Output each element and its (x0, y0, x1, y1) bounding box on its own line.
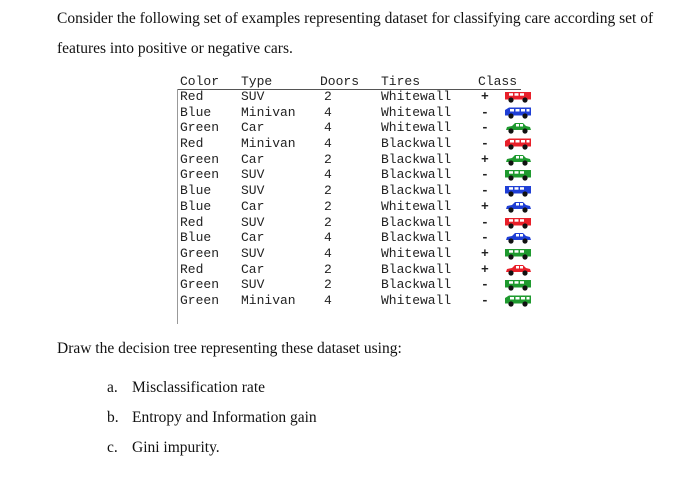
cell-tires: Whitewall (381, 198, 452, 214)
option-c (107, 436, 317, 466)
cell-color: Blue (180, 198, 212, 214)
options-list (107, 376, 317, 466)
blue-car-icon (503, 231, 533, 244)
cell-class: - (481, 183, 489, 199)
cell-color: Blue (180, 183, 212, 199)
blue-car-icon (503, 200, 533, 213)
red-minivan-icon (503, 137, 533, 150)
red-suv-icon (503, 90, 533, 103)
table-row (177, 246, 549, 262)
option-text: Entropy and Information gain (132, 409, 317, 426)
question-text: Draw the decision tree representing these dataset using: (57, 340, 402, 357)
option-a (107, 376, 317, 406)
cars-table (177, 74, 549, 309)
table-row (177, 105, 549, 121)
cell-type: SUV (241, 214, 265, 230)
cell-color: Blue (180, 104, 212, 120)
cell-doors: 4 (324, 136, 332, 152)
header-color: Color (180, 74, 220, 89)
cell-type: Car (241, 261, 265, 277)
cell-doors: 2 (324, 277, 332, 293)
cell-color: Red (180, 136, 204, 152)
cell-class: - (481, 277, 489, 293)
table-row (177, 136, 549, 152)
cell-tires: Whitewall (381, 245, 452, 261)
cell-type: Car (241, 120, 265, 136)
cell-doors: 4 (324, 245, 332, 261)
table-row (177, 293, 549, 309)
table-row (177, 277, 549, 293)
cell-type: SUV (241, 89, 265, 104)
table-row (177, 89, 549, 105)
green-suv-icon (503, 247, 533, 260)
cell-color: Green (180, 151, 220, 167)
cell-color: Green (180, 120, 220, 136)
green-minivan-icon (503, 294, 533, 307)
cell-doors: 2 (324, 214, 332, 230)
blue-minivan-icon (503, 106, 533, 119)
header-type: Type (241, 74, 273, 89)
cell-tires: Whitewall (381, 104, 452, 120)
cell-tires: Blackwall (381, 277, 452, 293)
cell-color: Green (180, 245, 220, 261)
green-suv-icon (503, 168, 533, 181)
option-letter: b. (107, 409, 119, 426)
cell-type: Minivan (241, 104, 296, 120)
cell-type: Car (241, 151, 265, 167)
table-row (177, 230, 549, 246)
cell-type: Car (241, 198, 265, 214)
cell-class: + (481, 198, 489, 214)
table-row (177, 120, 549, 136)
option-b (107, 406, 317, 436)
option-text: Misclassification rate (132, 379, 265, 396)
cell-doors: 4 (324, 120, 332, 136)
cell-doors: 4 (324, 230, 332, 246)
option-letter: c. (107, 439, 118, 456)
cell-type: Minivan (241, 136, 296, 152)
option-text: Gini impurity. (132, 439, 220, 456)
cell-tires: Whitewall (381, 120, 452, 136)
cell-tires: Blackwall (381, 261, 452, 277)
cell-type: Car (241, 230, 265, 246)
cell-class: + (481, 245, 489, 261)
cell-tires: Whitewall (381, 89, 452, 104)
cell-tires: Blackwall (381, 151, 452, 167)
cell-color: Green (180, 277, 220, 293)
cell-doors: 4 (324, 167, 332, 183)
cell-color: Red (180, 89, 204, 104)
table-row (177, 167, 549, 183)
option-letter: a. (107, 379, 118, 396)
cell-class: - (481, 167, 489, 183)
table-body (177, 89, 549, 309)
table-row (177, 199, 549, 215)
cell-doors: 2 (324, 261, 332, 277)
table-row (177, 152, 549, 168)
cell-class: - (481, 136, 489, 152)
cell-class: + (481, 261, 489, 277)
intro-paragraph: Consider the following set of examples representing dataset for classifying care according set of features into positive or negative cars. (57, 10, 654, 57)
red-suv-icon (503, 216, 533, 229)
cell-tires: Blackwall (381, 167, 452, 183)
table-row (177, 215, 549, 231)
cell-tires: Blackwall (381, 214, 452, 230)
blue-suv-icon (503, 184, 533, 197)
table-header-row (177, 74, 549, 89)
cell-type: SUV (241, 245, 265, 261)
cell-tires: Blackwall (381, 183, 452, 199)
cell-doors: 2 (324, 151, 332, 167)
green-car-icon (503, 153, 533, 166)
cell-doors: 4 (324, 104, 332, 120)
cell-type: SUV (241, 277, 265, 293)
cell-color: Blue (180, 230, 212, 246)
green-car-icon (503, 121, 533, 134)
cell-tires: Blackwall (381, 230, 452, 246)
cell-class: - (481, 230, 489, 246)
cell-color: Red (180, 261, 204, 277)
cell-doors: 4 (324, 292, 332, 308)
cell-tires: Whitewall (381, 292, 452, 308)
green-suv-icon (503, 278, 533, 291)
cell-class: - (481, 104, 489, 120)
header-doors: Doors (320, 74, 360, 89)
cell-class: - (481, 214, 489, 230)
header-class: Class (478, 74, 518, 89)
cell-doors: 2 (324, 89, 332, 104)
cell-color: Green (180, 167, 220, 183)
cell-tires: Blackwall (381, 136, 452, 152)
table-row (177, 262, 549, 278)
red-car-icon (503, 263, 533, 276)
cell-doors: 2 (324, 183, 332, 199)
cell-doors: 2 (324, 198, 332, 214)
cell-type: Minivan (241, 292, 296, 308)
table-row (177, 183, 549, 199)
cell-type: SUV (241, 183, 265, 199)
cell-class: + (481, 151, 489, 167)
header-tires: Tires (381, 74, 421, 89)
cell-color: Red (180, 214, 204, 230)
cell-type: SUV (241, 167, 265, 183)
cell-color: Green (180, 292, 220, 308)
cell-class: - (481, 120, 489, 136)
cell-class: + (481, 89, 489, 104)
cell-class: - (481, 292, 489, 308)
